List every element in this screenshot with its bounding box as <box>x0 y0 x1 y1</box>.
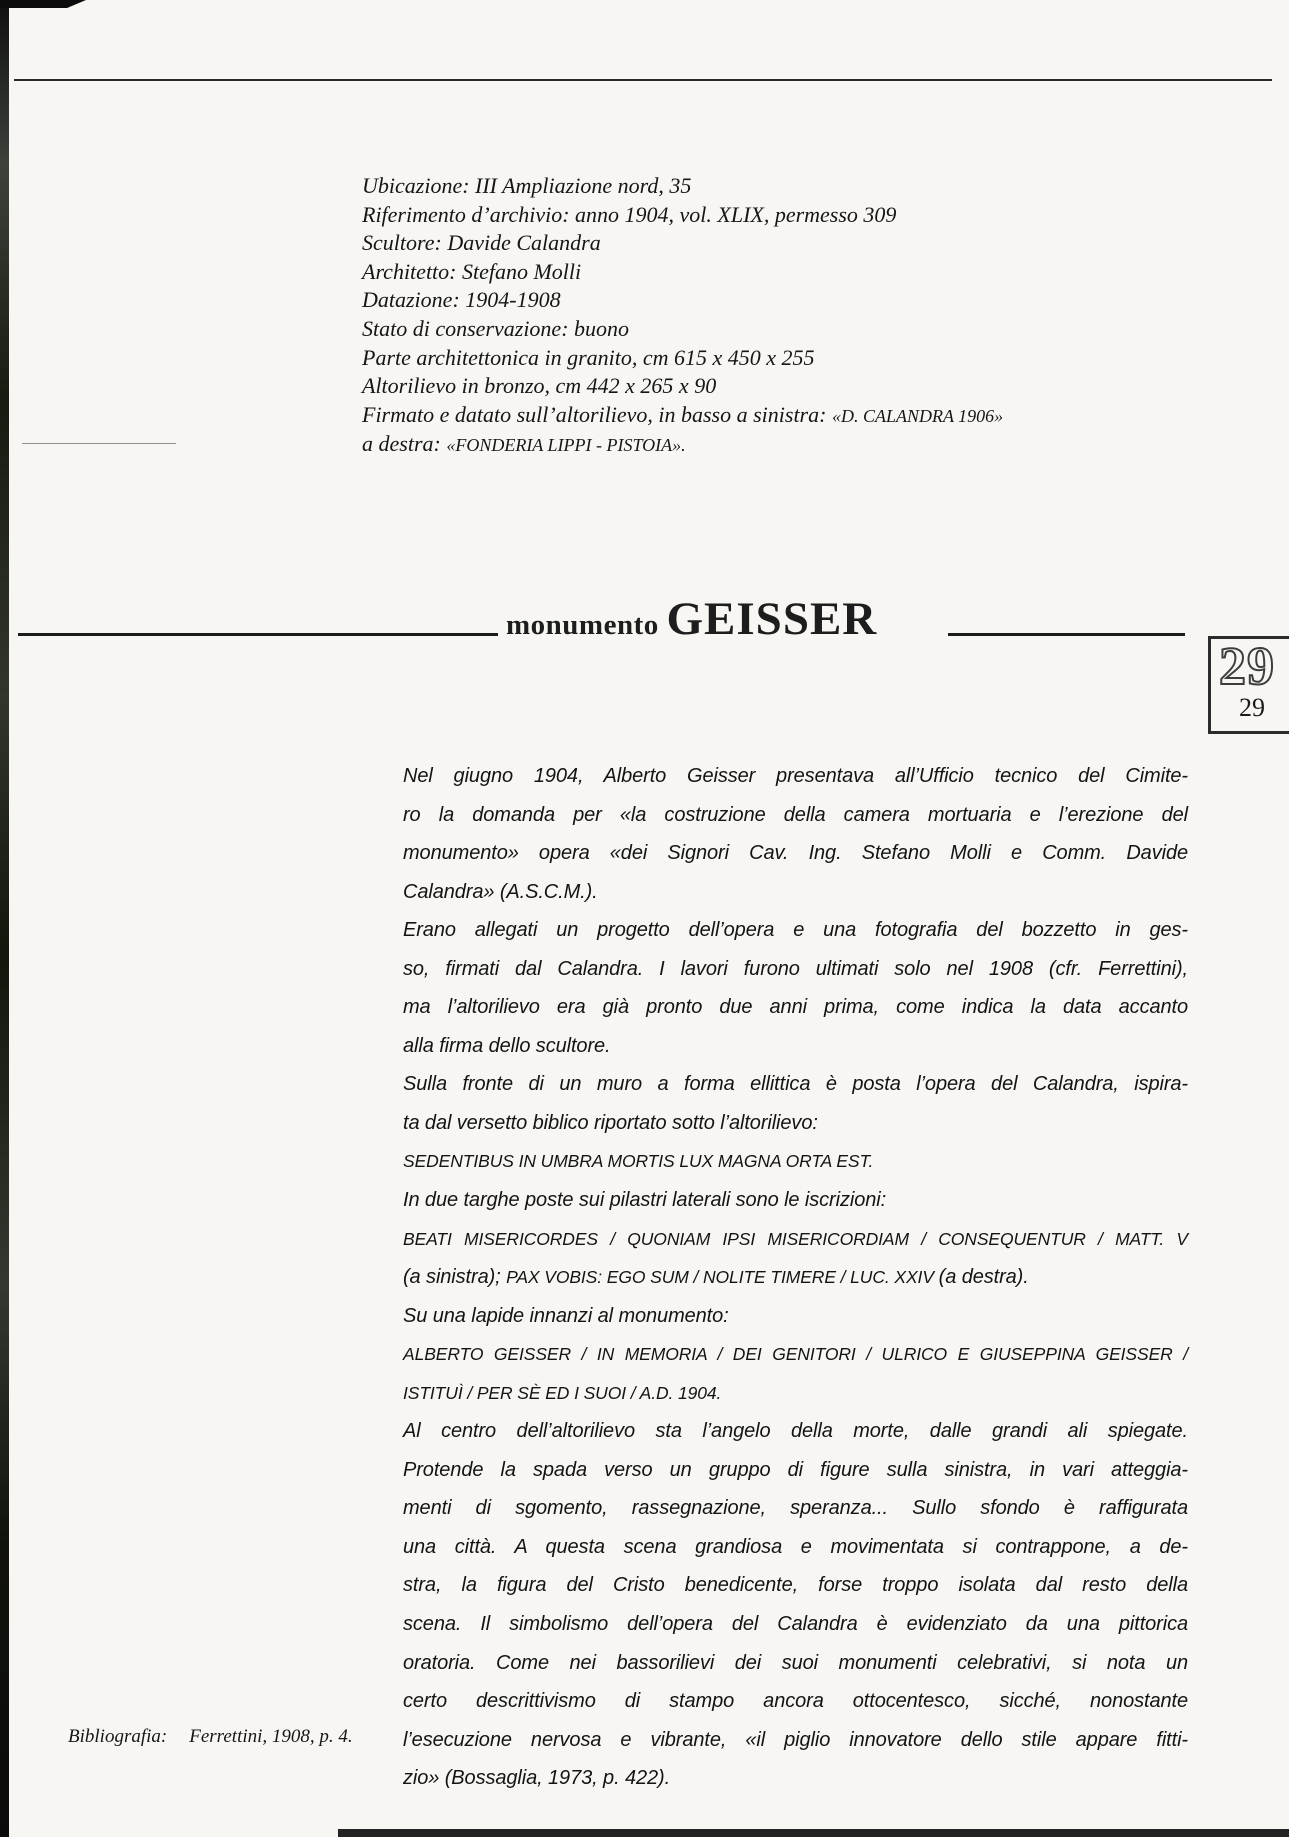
page-number: 29 <box>1239 693 1265 722</box>
body-line: monumento» opera «dei Signori Cav. Ing. Stefano Molli e Comm. Davide <box>403 842 1188 865</box>
body-line-inscription: ALBERTO GEISSER / IN MEMORIA / DEI GENITORI / ULRICO E GIUSEPPINA GEISSER / <box>403 1344 1188 1365</box>
body-line: l’esecuzione nervosa e vibrante, «il piglio innovatore dello stile appare fitti- <box>403 1728 1188 1751</box>
page-number-badge <box>1208 636 1289 734</box>
body-line: una città. A questa scena grandiosa e movimentata si contrappone, a de- <box>403 1535 1188 1558</box>
body-line: Su una lapide innanzi al monumento: <box>403 1304 729 1327</box>
body-line: alla firma dello scultore. <box>403 1034 611 1057</box>
scan-top-edge <box>0 0 86 8</box>
body-line: Sulla fronte di un muro a forma ellittica è posta l’opera del Calandra, ispira- <box>403 1073 1188 1096</box>
body-line: Erano allegati un progetto dell’opera e una fotografia del bozzetto in ges- <box>403 919 1188 942</box>
metadata-line-foundry <box>362 430 1122 460</box>
mixed-pre: (a sinistra); <box>403 1266 507 1289</box>
body-line: Protende la spada verso un gruppo di figure sulla sinistra, in vari atteggia- <box>403 1458 1188 1481</box>
body-line-inscription: BEATI MISERICORDES / QUONIAM IPSI MISERICORDIAM / CONSEQUENTUR / MATT. V <box>403 1228 1188 1249</box>
body-line: so, firmati dal Calandra. I lavori furono ultimati solo nel 1908 (cfr. Ferrettini), <box>403 957 1188 980</box>
foundry-label: a destra: <box>362 431 447 457</box>
header-rule <box>14 79 1272 81</box>
metadata-line: Architetto: Stefano Molli <box>362 258 582 284</box>
foundry-quote: «FONDERIA LIPPI - PISTOIA». <box>446 435 686 456</box>
metadata-line: Parte architettonica in granito, cm 615 x 450 x 255 <box>362 344 815 370</box>
metadata-line: Datazione: 1904-1908 <box>362 287 561 313</box>
body-line: scena. Il simbolismo dell’opera del Calandra è evidenziato da una pittorica <box>403 1613 1188 1636</box>
body-line: oratoria. Come nei bassorilievi dei suoi monumenti celebrativi, si nota un <box>403 1651 1188 1674</box>
scan-bottom-edge <box>338 1829 1289 1837</box>
body-line: ro la domanda per «la costruzione della camera mortuaria e l’erezione del <box>403 803 1188 826</box>
body-line-inscription: ISTITUÌ / PER SÈ ED I SUOI / A.D. 1904. <box>403 1382 722 1403</box>
body-line: Calandra» (A.S.C.M.). <box>403 880 598 903</box>
metadata-line: Altorilievo in bronzo, cm 442 x 265 x 90 <box>362 373 717 399</box>
body-line: Al centro dell’altorilievo sta l’angelo della morte, dalle grandi ali spiegate. <box>403 1420 1188 1443</box>
body-text <box>403 757 1188 1798</box>
title-rule-left <box>18 633 498 636</box>
body-line: ma l’altorilievo era già pronto due anni prima, come indica la data accanto <box>403 996 1188 1019</box>
metadata-line: Riferimento d’archivio: anno 1904, vol. XLIX, permesso 309 <box>362 201 897 227</box>
title-prefix: monumento <box>506 609 667 641</box>
signature-quote: «D. CALANDRA 1906» <box>831 405 1004 426</box>
metadata-line: Ubicazione: III Ampliazione nord, 35 <box>362 173 692 198</box>
body-line: certo descrittivismo di stampo ancora ottocentesco, sicché, nonostante <box>403 1690 1188 1713</box>
mixed-post: (a destra). <box>938 1266 1029 1289</box>
body-line: In due targhe poste sui pilastri laterali sono le iscrizioni: <box>403 1189 887 1212</box>
body-line-inscription: SEDENTIBUS IN UMBRA MORTIS LUX MAGNA ORTA EST. <box>403 1151 874 1172</box>
metadata-line-signature <box>362 401 1122 431</box>
body-line: menti di sgomento, rassegnazione, speranza... Sullo sfondo è raffigurata <box>403 1497 1188 1520</box>
page-title <box>506 592 877 646</box>
monument-metadata <box>362 172 1122 460</box>
bibliography-label: Bibliografia: <box>68 1726 168 1747</box>
page-number-outline: 29 <box>1219 636 1275 696</box>
margin-hairline <box>22 443 176 444</box>
body-line: ta dal versetto biblico riportato sotto l’altorilievo: <box>403 1111 818 1134</box>
mixed-inscription: PAX VOBIS: EGO SUM / NOLITE TIMERE / LUC. XXIV <box>506 1267 939 1288</box>
body-line: stra, la figura del Cristo benedicente, forse troppo isolata dal resto della <box>403 1574 1188 1597</box>
body-line-mixed <box>403 1258 1188 1297</box>
body-line: Nel giugno 1904, Alberto Geisser presentava all’Ufficio tecnico del Cimite- <box>403 765 1188 787</box>
body-line: zio» (Bossaglia, 1973, p. 422). <box>403 1767 671 1790</box>
bibliography <box>68 1726 353 1748</box>
title-rule-right <box>948 633 1185 636</box>
scan-left-edge <box>0 0 9 1837</box>
metadata-line: Scultore: Davide Calandra <box>362 230 601 256</box>
metadata-line: Stato di conservazione: buono <box>362 315 630 341</box>
bibliography-reference: Ferrettini, 1908, p. 4. <box>189 1726 353 1747</box>
title-name: GEISSER <box>666 593 878 645</box>
signature-label: Firmato e datato sull’altorilievo, in basso a sinistra: <box>362 401 832 427</box>
